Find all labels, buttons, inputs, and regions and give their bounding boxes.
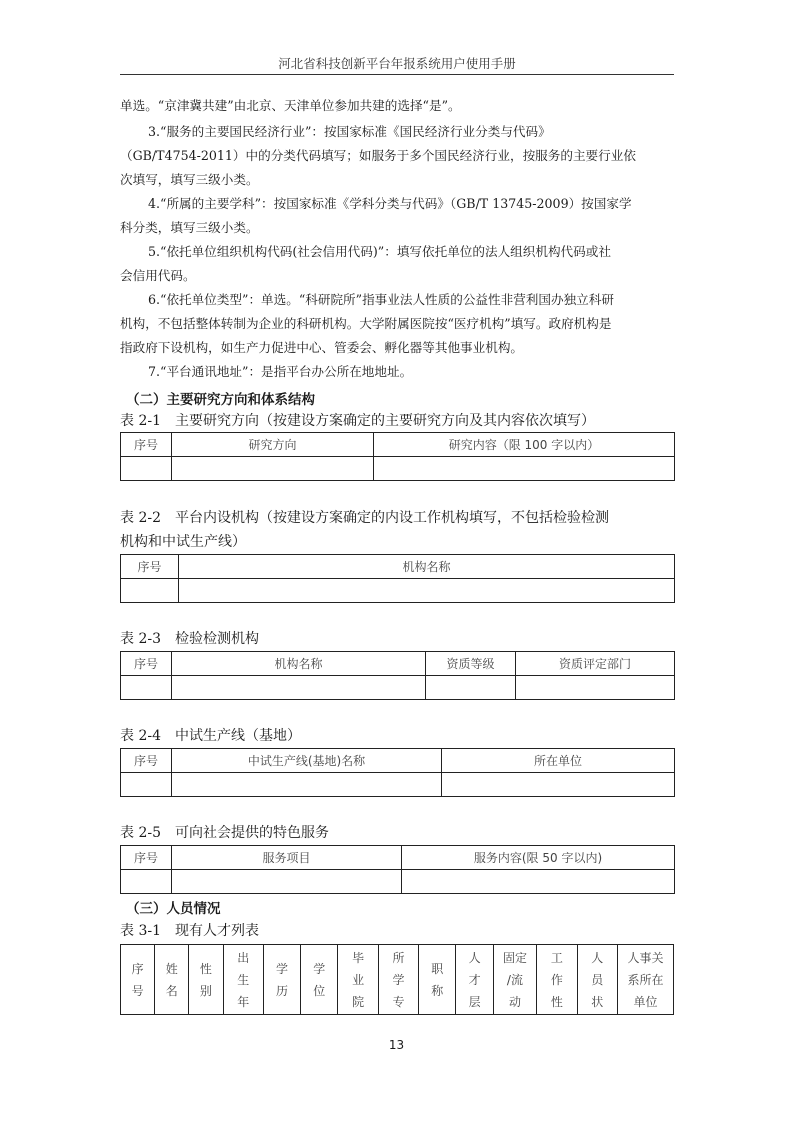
table-cell[interactable] [121, 676, 172, 700]
table-row [121, 457, 675, 481]
table-header-cell: 毕 业 院 [338, 945, 378, 1015]
page-number: 13 [388, 1038, 405, 1052]
table-cell[interactable] [374, 457, 675, 481]
table-caption: 表 2-1 主要研究方向（按建设方案确定的主要研究方向及其内容依次填写） [120, 413, 595, 429]
table-header-cell: 机构名称 [179, 555, 675, 579]
table-caption: 表 2-4 中试生产线（基地） [120, 728, 301, 744]
table-header-cell: 姓 名 [155, 945, 189, 1015]
table-header-cell: 资质评定部门 [516, 652, 675, 676]
table-cell[interactable] [121, 773, 172, 797]
table-cell[interactable] [172, 870, 402, 894]
table-cell[interactable] [121, 457, 172, 481]
table-header-cell: 序 号 [121, 945, 155, 1015]
table-header-cell: 服务项目 [172, 846, 402, 870]
table-header-row [121, 433, 675, 457]
table-header-cell: 序号 [121, 846, 172, 870]
paragraph-line: 7.“平台通讯地址”：是指平台办公所在地地址。 [148, 364, 413, 379]
table-header-cell: 所 学 专 [378, 945, 418, 1015]
table-header-row [121, 652, 675, 676]
table-header-cell: 机构名称 [172, 652, 426, 676]
paragraph-line: 科分类，填写三级小类。 [120, 220, 259, 235]
table-cell[interactable] [516, 676, 675, 700]
paragraph-line: 5.“依托单位组织机构代码(社会信用代码)”：填写依托单位的法人组织机构代码或社 [148, 244, 611, 259]
pilot-production-line-table [120, 748, 675, 797]
paragraph-line: （GB/T4754-2011）中的分类代码填写；如服务于多个国民经济行业，按服务的主要行业依 [120, 148, 636, 163]
paragraph-line: 机构，不包括整体转制为企业的科研机构。大学附属医院按“医疗机构”填写。政府机构是 [120, 316, 612, 331]
table-cell[interactable] [179, 579, 675, 603]
table-header-cell: 人 员 状 [577, 945, 617, 1015]
table-header-cell: 人事关 系所在 单位 [617, 945, 673, 1015]
table-cell[interactable] [172, 773, 442, 797]
table-cell[interactable] [121, 579, 179, 603]
internal-institution-table [120, 554, 675, 603]
table-header-cell: 人 才 层 [456, 945, 493, 1015]
header-rule [120, 74, 674, 75]
paragraph-line: 会信用代码。 [120, 268, 196, 283]
document-header: 河北省科技创新平台年报系统用户使用手册 [278, 56, 516, 71]
table-header-cell: 中试生产线(基地)名称 [172, 749, 442, 773]
section-heading: （二）主要研究方向和体系结构 [126, 392, 315, 408]
paragraph-line: 次填写，填写三级小类。 [120, 172, 259, 187]
table-header-cell: 研究方向 [172, 433, 374, 457]
table-header-row [121, 945, 674, 1015]
table-row [121, 579, 675, 603]
table-cell[interactable] [426, 676, 516, 700]
table-caption: 表 3-1 现有人才列表 [120, 923, 259, 939]
table-header-cell: 固定 /流 动 [493, 945, 536, 1015]
table-header-cell: 学 历 [263, 945, 300, 1015]
inspection-institution-table [120, 651, 675, 700]
table-cell[interactable] [121, 870, 172, 894]
table-header-cell: 序号 [121, 749, 172, 773]
table-row [121, 870, 675, 894]
table-caption: 表 2-5 可向社会提供的特色服务 [120, 825, 329, 841]
table-header-cell: 出 生 年 [223, 945, 263, 1015]
table-header-row [121, 846, 675, 870]
table-header-cell: 研究内容（限 100 字以内） [374, 433, 675, 457]
table-header-cell: 服务内容(限 50 字以内) [402, 846, 675, 870]
table-header-row [121, 749, 675, 773]
table-header-cell: 序号 [121, 433, 172, 457]
talent-list-table [120, 944, 674, 1015]
featured-service-table [120, 845, 675, 894]
table-cell[interactable] [172, 676, 426, 700]
table-header-cell: 性 别 [189, 945, 223, 1015]
research-direction-table [120, 432, 675, 481]
table-caption: 表 2-2 平台内设机构（按建设方案确定的内设工作机构填写，不包括检验检测 [120, 510, 609, 526]
table-header-cell: 职 称 [419, 945, 456, 1015]
table-header-cell: 所在单位 [442, 749, 675, 773]
table-caption: 机构和中试生产线） [120, 534, 246, 550]
table-header-cell: 学 位 [301, 945, 338, 1015]
table-caption: 表 2-3 检验检测机构 [120, 631, 259, 647]
paragraph-line: 单选。“京津冀共建”由北京、天津单位参加共建的选择“是”。 [120, 98, 461, 113]
table-cell[interactable] [172, 457, 374, 481]
table-header-row [121, 555, 675, 579]
section-heading: （三）人员情况 [126, 901, 221, 917]
paragraph-line: 指政府下设机构，如生产力促进中心、管委会、孵化器等其他事业机构。 [120, 340, 523, 355]
table-header-cell: 序号 [121, 652, 172, 676]
table-header-cell: 工 作 性 [537, 945, 577, 1015]
table-row [121, 773, 675, 797]
table-header-cell: 资质等级 [426, 652, 516, 676]
paragraph-line: 3.“服务的主要国民经济行业”：按国家标准《国民经济行业分类与代码》 [148, 124, 551, 139]
table-row [121, 676, 675, 700]
table-cell[interactable] [402, 870, 675, 894]
paragraph-line: 4.“所属的主要学科”：按国家标准《学科分类与代码》（GB/T 13745-2009）按国家学 [148, 196, 632, 211]
paragraph-line: 6.“依托单位类型”：单选。“科研院所”指事业法人性质的公益性非营利国办独立科研 [148, 292, 614, 307]
table-header-cell: 序号 [121, 555, 179, 579]
table-cell[interactable] [442, 773, 675, 797]
